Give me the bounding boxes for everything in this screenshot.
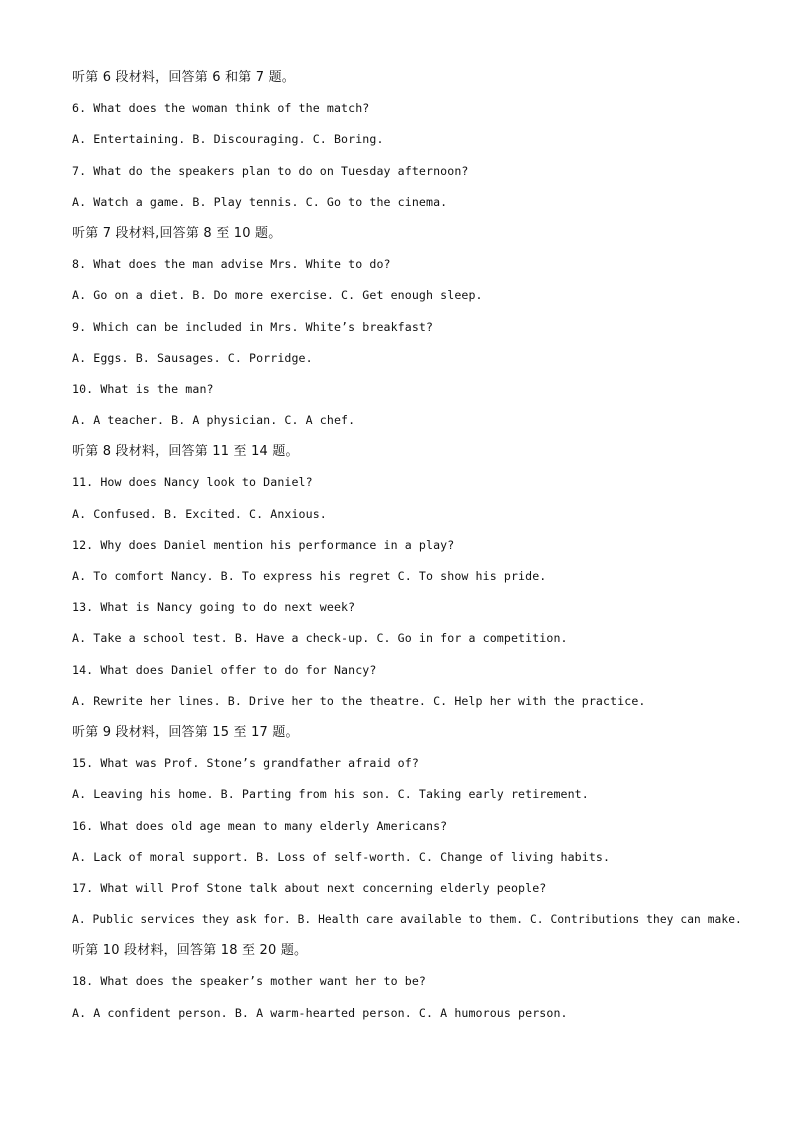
question-9: 9. Which can be included in Mrs. White’s breakfast? — [72, 319, 434, 334]
options-10: A. A teacher. B. A physician. C. A chef. — [72, 413, 356, 428]
options-17: A. Public services they ask for. B. Health care available to them. C. Contributions they can make. — [72, 913, 742, 927]
options-12: A. To comfort Nancy. B. To express his regret C. To show his pride. — [72, 569, 547, 583]
section-heading-10: 听第 10 段材料，回答第 18 至 20 题。 — [72, 943, 308, 959]
options-7: A. Watch a game. B. Play tennis. C. Go to the cinema. — [72, 194, 448, 209]
question-13: 13. What is Nancy going to do next week? — [72, 600, 356, 615]
question-11: 11. How does Nancy look to Daniel? — [72, 475, 313, 490]
question-7: 7. What do the speakers plan to do on Tuesday afternoon? — [72, 163, 469, 178]
options-18: A. A confident person. B. A warm-hearted person. C. A humorous person. — [72, 1005, 568, 1020]
question-16: 16. What does old age mean to many elderly Americans? — [72, 818, 448, 833]
question-12: 12. Why does Daniel mention his performance in a play? — [72, 537, 455, 552]
options-11: A. Confused. B. Excited. C. Anxious. — [72, 506, 327, 521]
section-heading-8: 听第 8 段材料，回答第 11 至 14 题。 — [72, 444, 299, 460]
options-9: A. Eggs. B. Sausages. C. Porridge. — [72, 350, 313, 365]
exam-page — [72, 62, 772, 1029]
options-8: A. Go on a diet. B. Do more exercise. C. Get enough sleep. — [72, 288, 483, 303]
options-6: A. Entertaining. B. Discouraging. C. Boring. — [72, 132, 384, 147]
options-15: A. Leaving his home. B. Parting from his son. C. Taking early retirement. — [72, 787, 589, 802]
options-13: A. Take a school test. B. Have a check-up. C. Go in for a competition. — [72, 631, 568, 646]
section-heading-6: 听第 6 段材料，回答第 6 和第 7 题。 — [72, 70, 296, 85]
section-heading-9: 听第 9 段材料，回答第 15 至 17 题。 — [72, 724, 299, 740]
question-17: 17. What will Prof Stone talk about next concerning elderly people? — [72, 880, 547, 895]
question-6: 6. What does the woman think of the match? — [72, 101, 370, 116]
options-14: A. Rewrite her lines. B. Drive her to the theatre. C. Help her with the practice. — [72, 693, 646, 708]
question-8: 8. What does the man advise Mrs. White to do? — [72, 257, 391, 272]
question-18: 18. What does the speaker’s mother want her to be? — [72, 974, 427, 989]
question-15: 15. What was Prof. Stone’s grandfather afraid of? — [72, 756, 419, 771]
section-heading-7: 听第 7 段材料,回答第 8 至 10 题。 — [72, 225, 282, 241]
question-10: 10. What is the man? — [72, 381, 214, 396]
options-16: A. Lack of moral support. B. Loss of self-worth. C. Change of living habits. — [72, 849, 611, 864]
question-14: 14. What does Daniel offer to do for Nancy? — [72, 662, 377, 677]
